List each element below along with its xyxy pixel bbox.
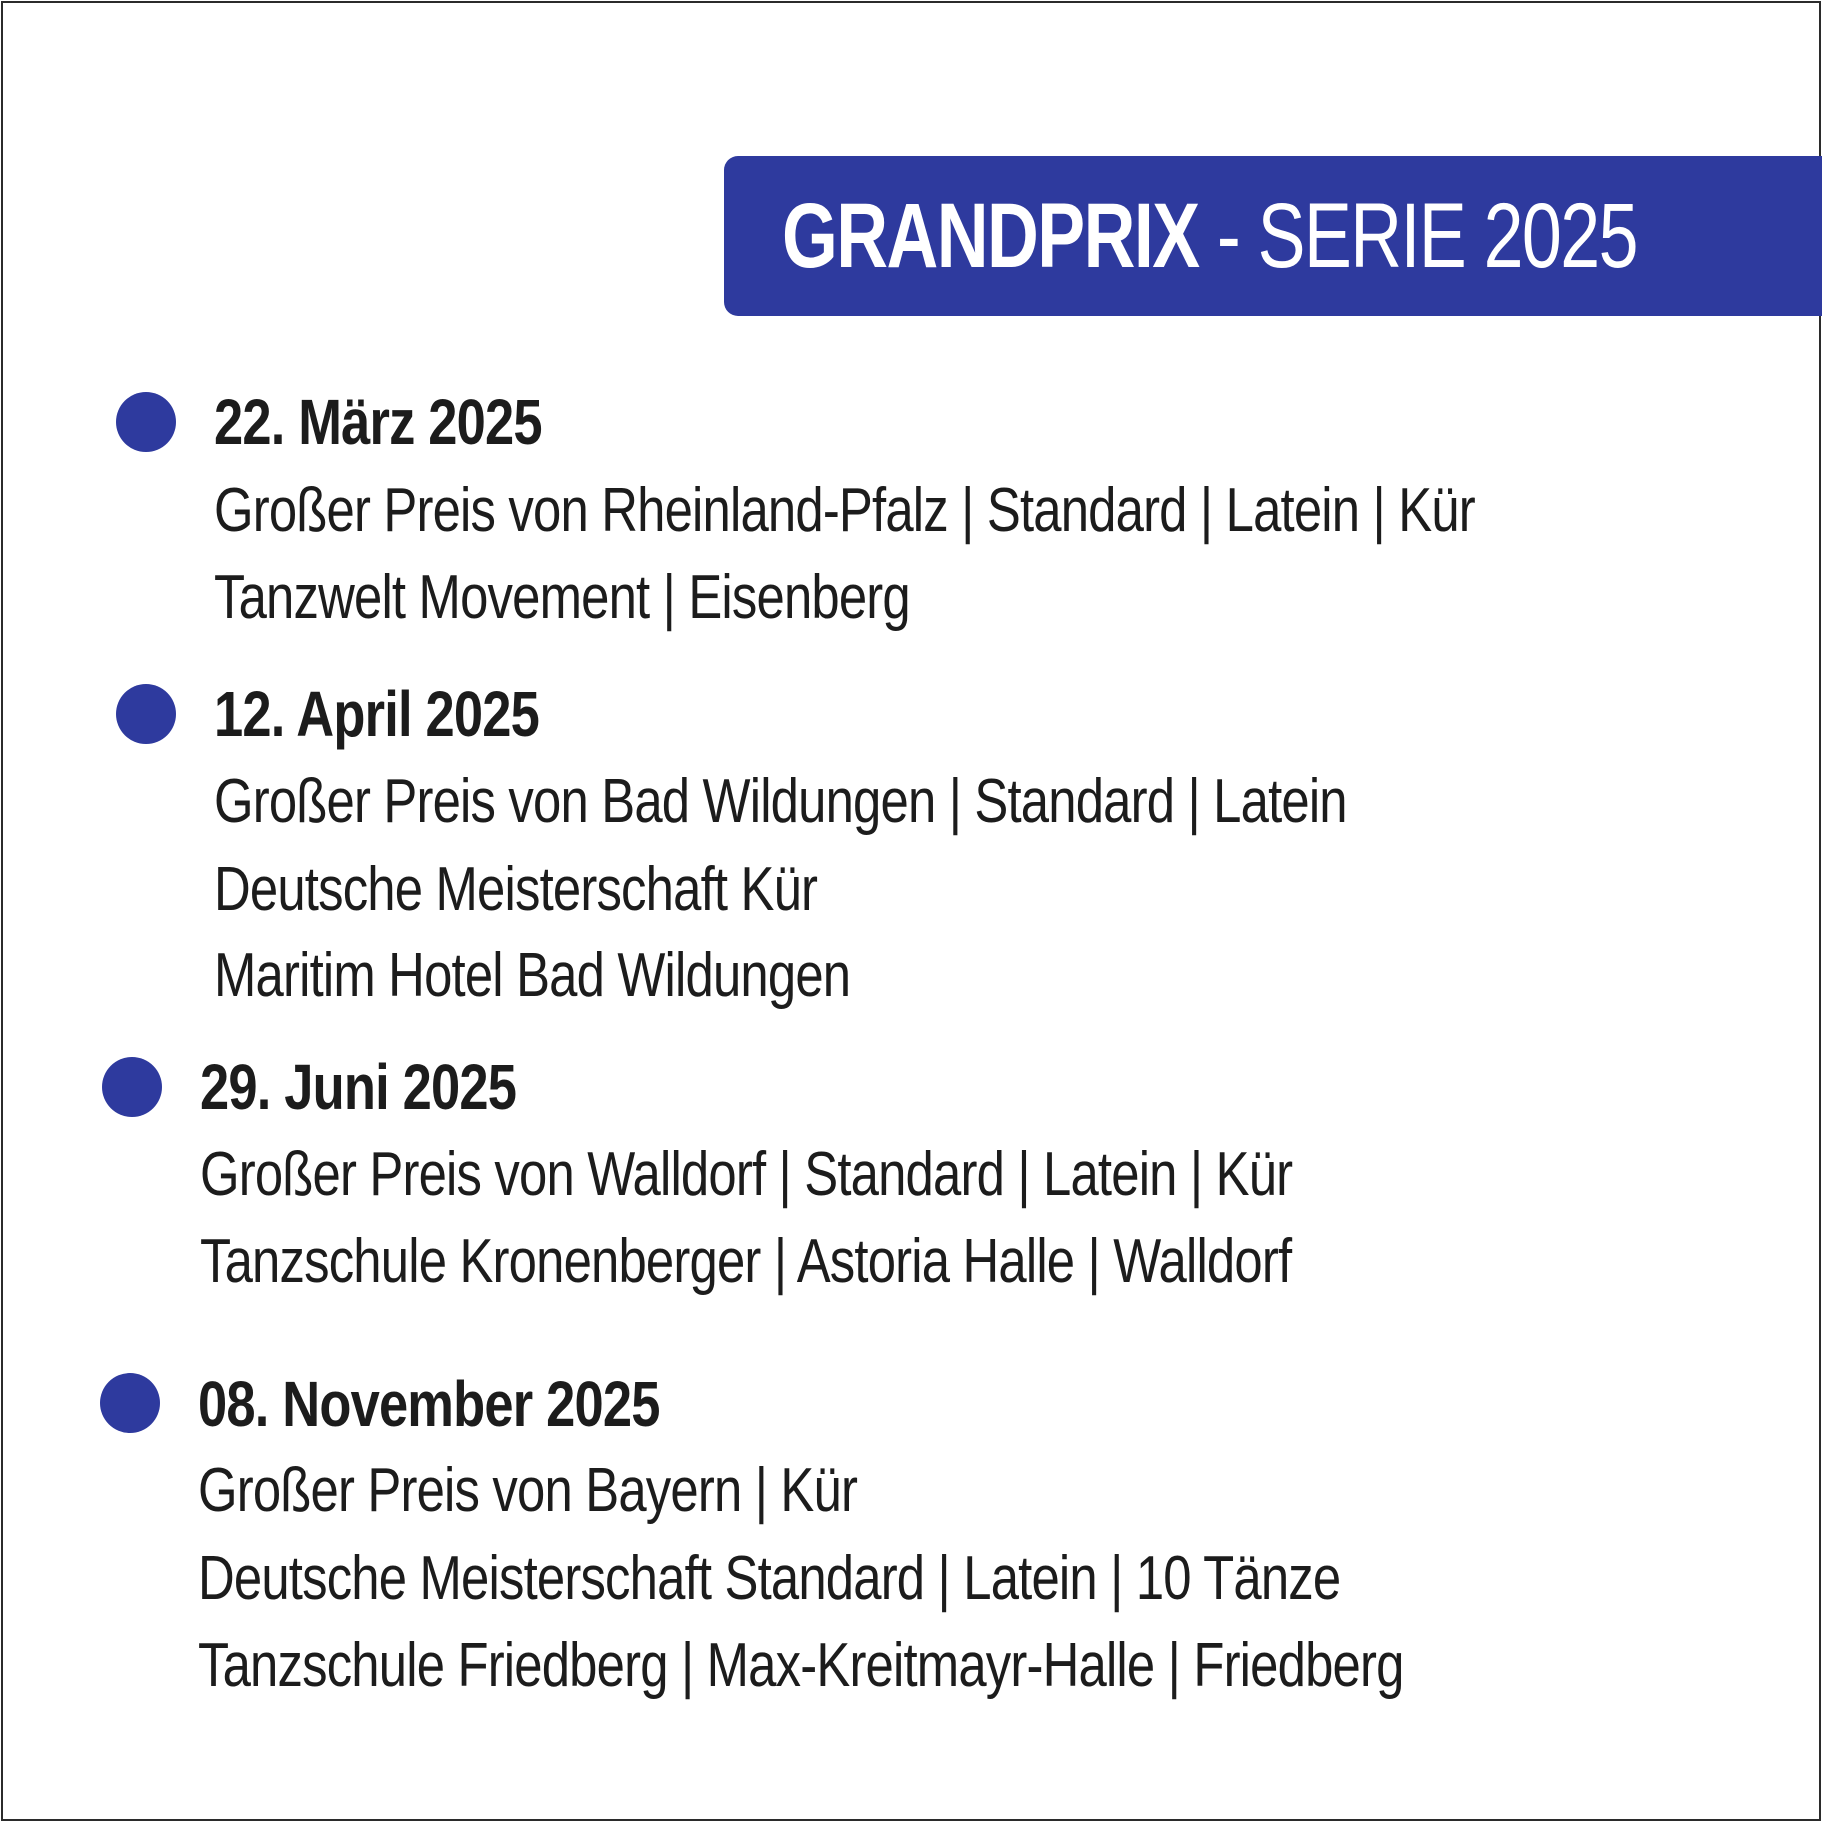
title-rest-part: - SERIE 2025: [1198, 185, 1637, 287]
event-detail-line: Deutsche Meisterschaft Standard | Latein | 10 Tänze: [198, 1544, 1341, 1613]
event-title-line: Großer Preis von Bad Wildungen | Standard | Latein: [214, 767, 1347, 836]
event-venue-line: Maritim Hotel Bad Wildungen: [214, 941, 851, 1010]
event-title-line: Großer Preis von Bayern | Kür: [198, 1456, 858, 1525]
title-banner: [724, 156, 1822, 316]
event-date: 22. März 2025: [214, 386, 542, 458]
event-venue-line: Tanzschule Kronenberger | Astoria Halle | Walldorf: [200, 1227, 1292, 1296]
event-date: 12. April 2025: [214, 678, 539, 750]
bullet-dot-icon: [100, 1373, 160, 1433]
title-bold-part: GRANDPRIX: [782, 185, 1199, 287]
bullet-dot-icon: [102, 1057, 162, 1117]
event-venue-line: Tanzwelt Movement | Eisenberg: [214, 563, 910, 632]
event-title-line: Großer Preis von Rheinland-Pfalz | Standard | Latein | Kür: [214, 476, 1475, 545]
page-title: [782, 186, 1637, 286]
event-date: 08. November 2025: [198, 1368, 660, 1440]
event-title-line: Großer Preis von Walldorf | Standard | Latein | Kür: [200, 1140, 1293, 1209]
event-date: 29. Juni 2025: [200, 1051, 517, 1123]
bullet-dot-icon: [116, 684, 176, 744]
bullet-dot-icon: [116, 392, 176, 452]
event-detail-line: Deutsche Meisterschaft Kür: [214, 855, 818, 924]
event-venue-line: Tanzschule Friedberg | Max-Kreitmayr-Halle | Friedberg: [198, 1631, 1404, 1700]
